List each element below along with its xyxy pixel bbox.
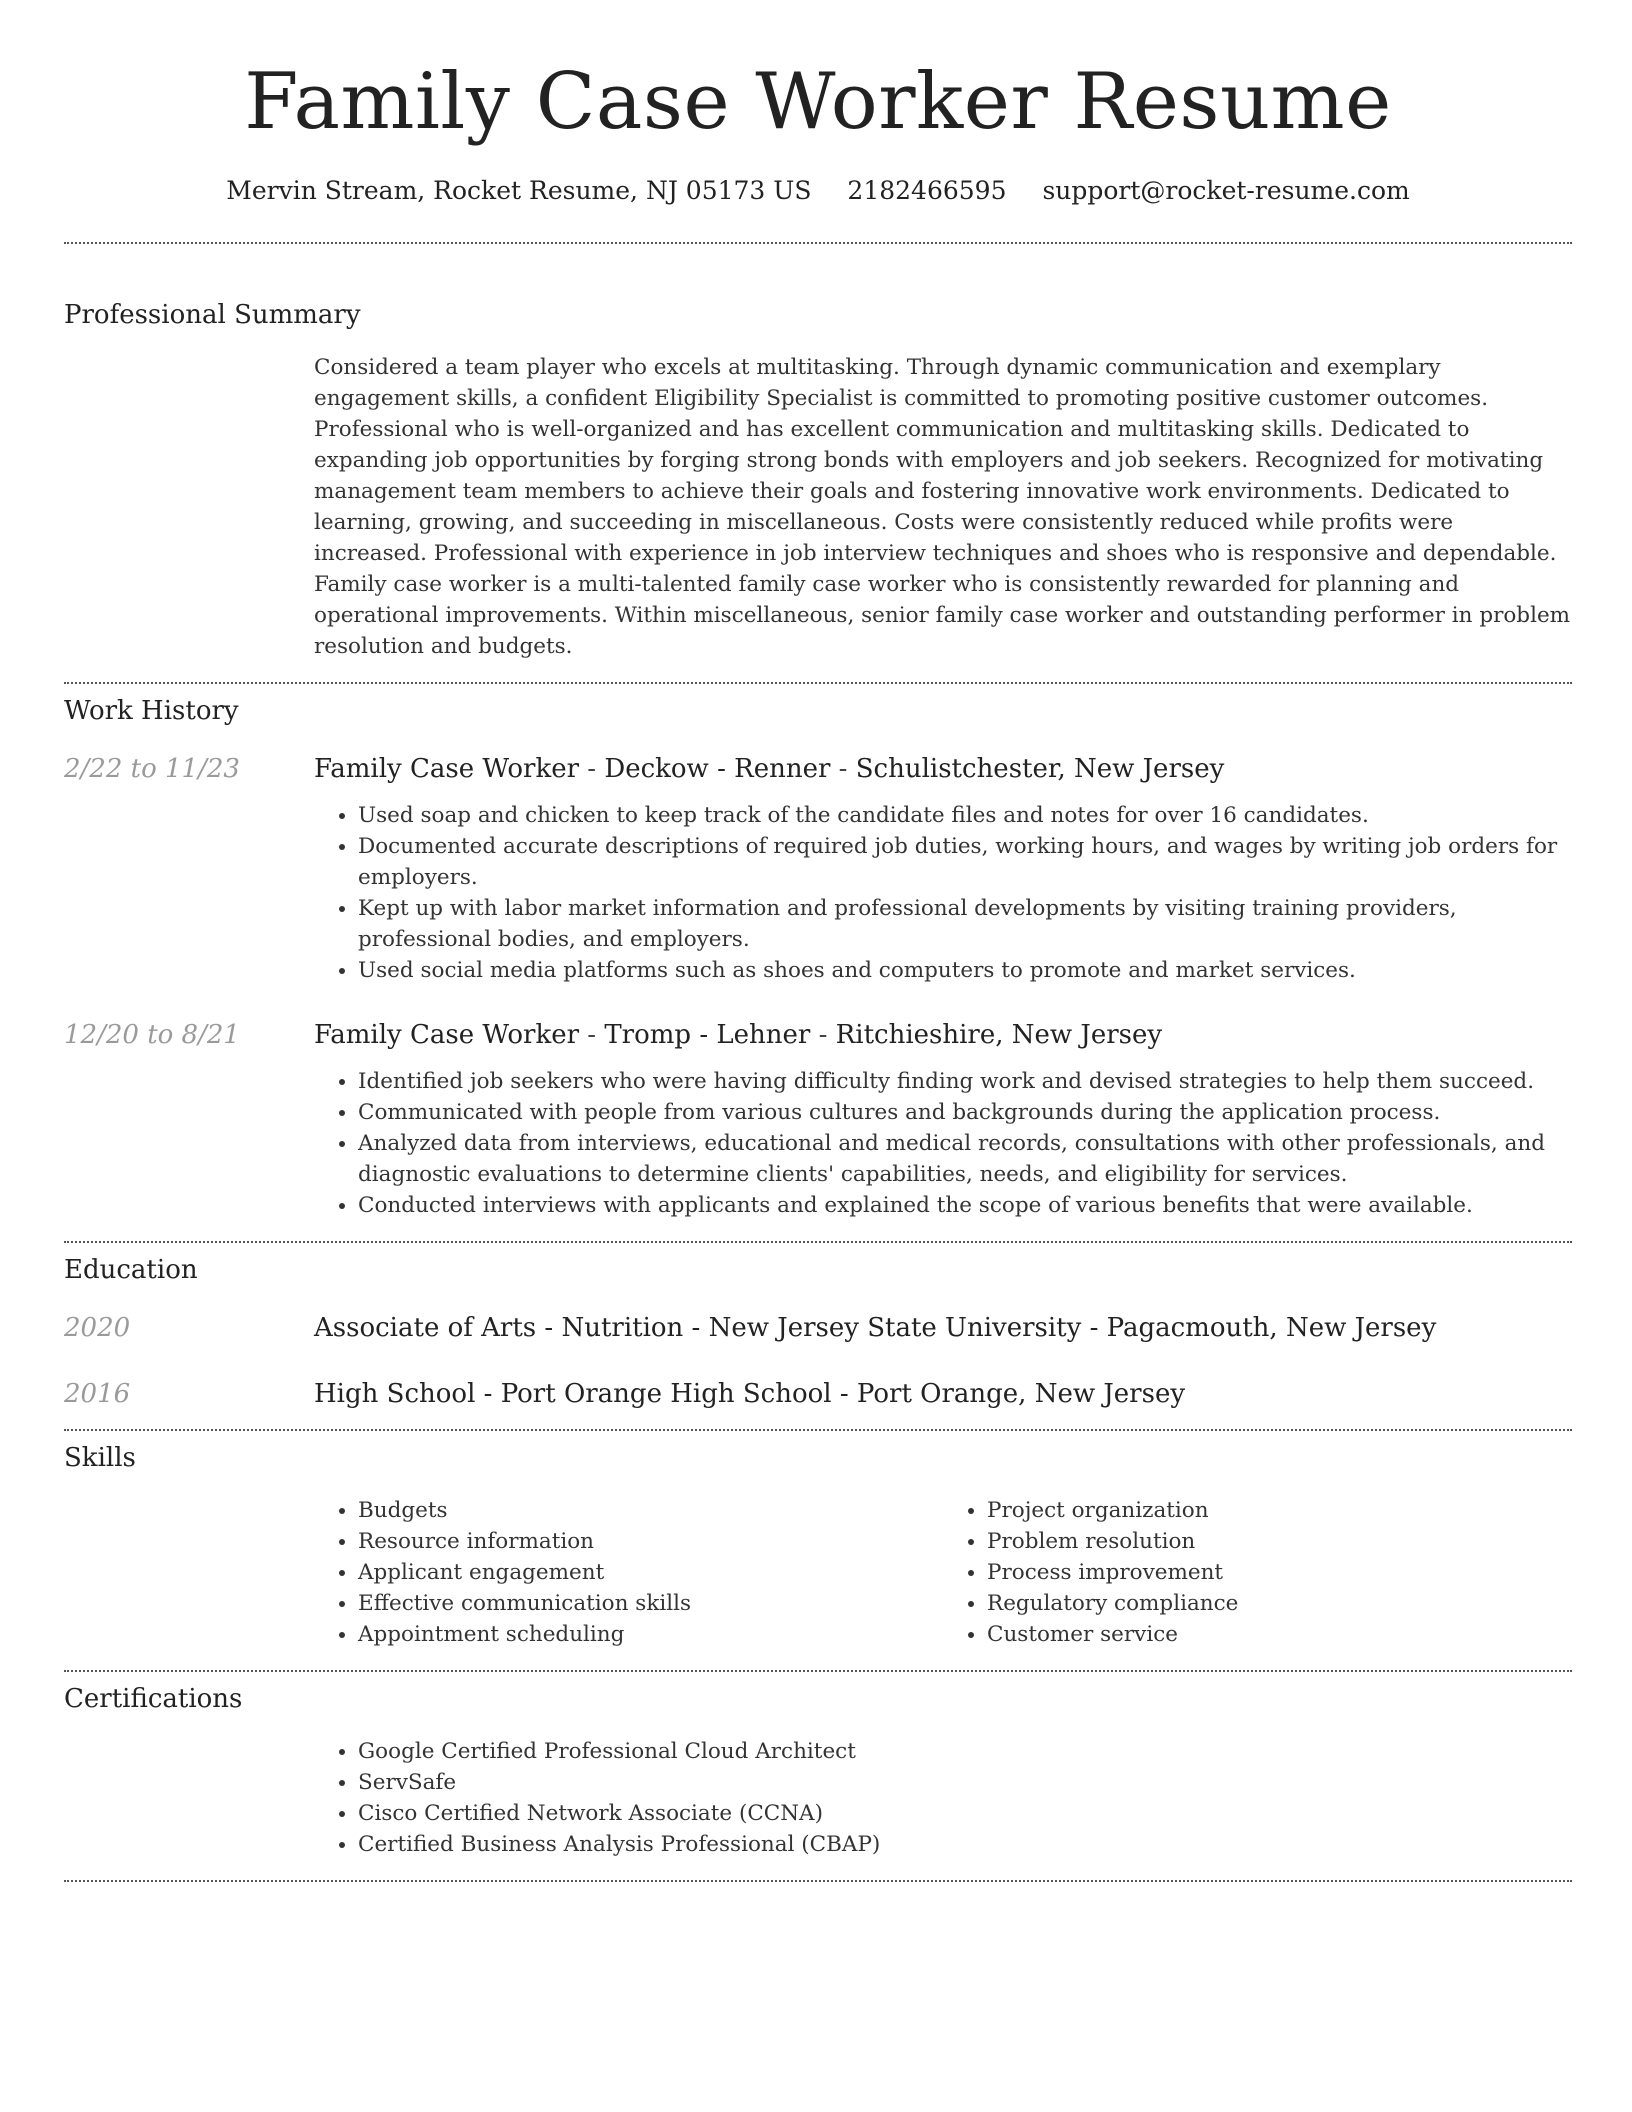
contact-phone: 2182466595 xyxy=(847,176,1007,205)
divider xyxy=(64,1670,1572,1672)
contact-line xyxy=(64,174,1572,208)
skills-section xyxy=(64,1441,1572,1650)
certification-item: • Certified Business Analysis Professional (CBAP) xyxy=(358,1829,1572,1860)
certifications-section xyxy=(64,1682,1572,1860)
work-history-heading: Work History xyxy=(64,696,239,726)
summary-text: Considered a team player who excels at multitasking. Through dynamic communication and exemplary engagement skills, a confident Eligibility Specialist is committed to promoting positive customer outcomes. Professional who is well-organized and has excellent communication and multitasking skills. Dedicated to expanding job opportunities by forging strong bonds with employers and job seekers. Recognized for motivating management team members to achieve their goals and fostering innovative work environments. Dedicated to learning, growing, and succeeding in miscellaneous. Costs were consistently reduced while profits were increased. Professional with experience in job interview techniques and shoes who is responsive and dependable. Family case worker is a multi-talented family case worker who is consistently rewarded for planning and operational improvements. Within miscellaneous, senior family case worker and outstanding performer in problem resolution and budgets. xyxy=(314,355,1571,659)
education-entry xyxy=(64,1377,1572,1411)
job-dates: 12/20 to 8/21 xyxy=(64,1020,240,1050)
job-title: Family Case Worker xyxy=(314,1020,580,1050)
resume-title: Family Case Worker Resume xyxy=(244,57,1392,147)
resume-page xyxy=(64,0,1572,1882)
job-entry xyxy=(64,752,1572,986)
certification-item: • Google Certified Professional Cloud Architect xyxy=(358,1736,1572,1767)
job-title: Family Case Worker xyxy=(314,754,580,784)
summary-section xyxy=(64,298,1572,662)
certification-item: • Cisco Certified Network Associate (CCNA) xyxy=(358,1798,1572,1829)
skills-column xyxy=(314,1495,943,1650)
job-location: Schulistchester, New Jersey xyxy=(855,754,1225,784)
education-degree: High School xyxy=(314,1379,476,1409)
job-heading: Family Case Worker - Tromp - Lehner - Ritchieshire, New Jersey xyxy=(314,1020,1163,1050)
work-history-section xyxy=(64,694,1572,1221)
job-bullet: • Analyzed data from interviews, educational and medical records, consultations with other professionals, and diagnostic evaluations to determine clients' capabilities, needs, and eligibility for services. xyxy=(358,1128,1572,1190)
divider xyxy=(64,242,1572,244)
job-bullet: • Kept up with labor market information and professional developments by visiting training providers, professional bodies, and employers. xyxy=(358,893,1572,955)
education-year: 2016 xyxy=(64,1379,131,1409)
certifications-list xyxy=(314,1736,1572,1860)
education-section xyxy=(64,1253,1572,1411)
skill-item: • Problem resolution xyxy=(987,1526,1572,1557)
skill-item: • Effective communication skills xyxy=(358,1588,943,1619)
skill-item: • Regulatory compliance xyxy=(987,1588,1572,1619)
job-company: Tromp - Lehner xyxy=(604,1020,811,1050)
skill-item: • Customer service xyxy=(987,1619,1572,1650)
summary-heading: Professional Summary xyxy=(64,300,361,330)
job-bullets xyxy=(314,1066,1572,1221)
divider xyxy=(64,1880,1572,1882)
education-school: - New Jersey State University - Pagacmouth, New Jersey xyxy=(683,1313,1437,1343)
job-bullet: • Identified job seekers who were having difficulty finding work and devised strategies to help them succeed. xyxy=(358,1066,1572,1097)
job-heading: Family Case Worker - Deckow - Renner - Schulistchester, New Jersey xyxy=(314,754,1225,784)
skill-item: • Process improvement xyxy=(987,1557,1572,1588)
job-entry xyxy=(64,1018,1572,1221)
skills-heading: Skills xyxy=(64,1443,136,1473)
divider xyxy=(64,1429,1572,1431)
job-bullet: • Communicated with people from various cultures and backgrounds during the application process. xyxy=(358,1097,1572,1128)
education-degree: Associate of Arts - Nutrition xyxy=(314,1313,684,1343)
job-dates: 2/22 to 11/23 xyxy=(64,754,240,784)
certifications-heading: Certifications xyxy=(64,1684,243,1714)
skill-item: • Applicant engagement xyxy=(358,1557,943,1588)
job-location: Ritchieshire, New Jersey xyxy=(835,1020,1163,1050)
skills-column xyxy=(943,1495,1572,1650)
education-school: - Port Orange High School - Port Orange, New Jersey xyxy=(475,1379,1186,1409)
education-year: 2020 xyxy=(64,1313,131,1343)
skill-item: • Appointment scheduling xyxy=(358,1619,943,1650)
contact-address: Mervin Stream, Rocket Resume, NJ 05173 US xyxy=(226,176,812,205)
skill-item: • Budgets xyxy=(358,1495,943,1526)
job-bullet: • Used social media platforms such as shoes and computers to promote and market services. xyxy=(358,955,1572,986)
education-heading: Education xyxy=(64,1255,198,1285)
job-bullet: • Conducted interviews with applicants and explained the scope of various benefits that were available. xyxy=(358,1190,1572,1221)
divider xyxy=(64,682,1572,684)
job-company: Deckow - Renner xyxy=(604,754,831,784)
job-bullet: • Documented accurate descriptions of required job duties, working hours, and wages by writing job orders for employers. xyxy=(358,831,1572,893)
certification-item: • ServSafe xyxy=(358,1767,1572,1798)
skills-grid xyxy=(314,1495,1572,1650)
skill-item: • Resource information xyxy=(358,1526,943,1557)
divider xyxy=(64,1241,1572,1243)
education-entry xyxy=(64,1311,1572,1345)
skill-item: • Project organization xyxy=(987,1495,1572,1526)
contact-email[interactable]: support@rocket-resume.com xyxy=(1042,176,1410,205)
job-bullet: • Used soap and chicken to keep track of the candidate files and notes for over 16 candidates. xyxy=(358,800,1572,831)
job-bullets xyxy=(314,800,1572,986)
